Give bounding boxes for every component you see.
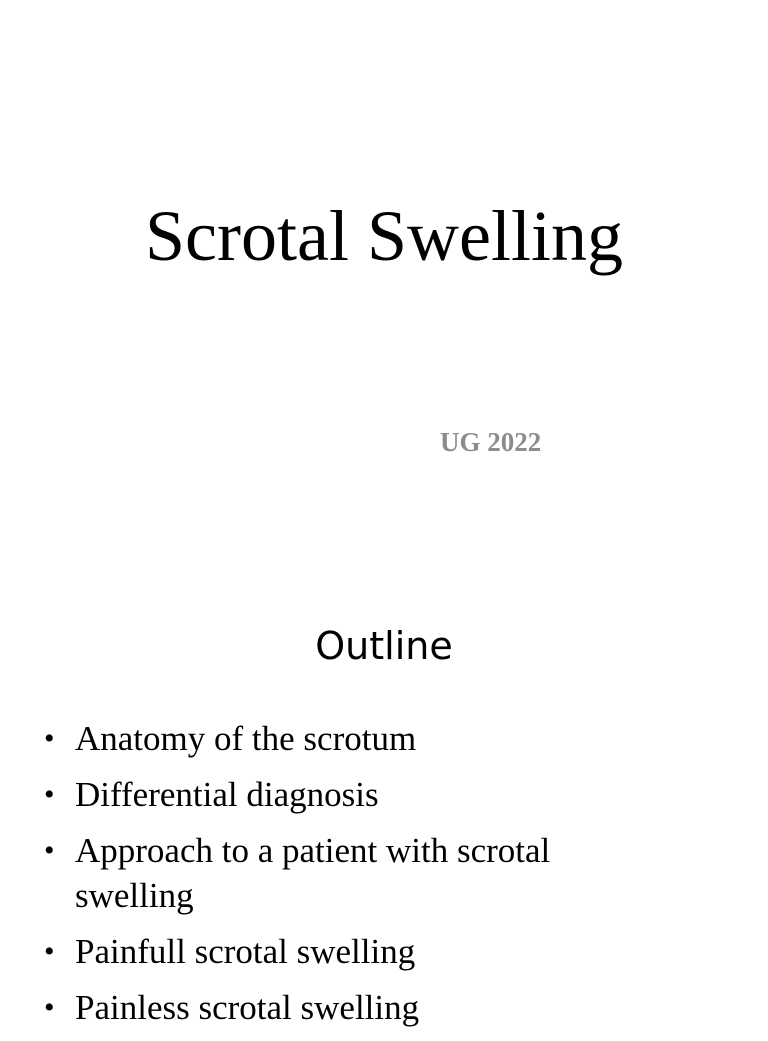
- bullet-dot-icon: •: [44, 991, 55, 1024]
- slide-subtitle: UG 2022: [440, 427, 542, 457]
- bullet-item: [44, 716, 644, 761]
- bullet-text: Painless scrotal swelling: [75, 988, 420, 1027]
- outline-title: Outline: [315, 624, 453, 668]
- bullet-item: [44, 985, 644, 1030]
- bullet-item: [44, 929, 644, 974]
- outline-bullet-list: [44, 716, 644, 1041]
- bullet-text: Differential diagnosis: [75, 775, 379, 814]
- bullet-dot-icon: •: [44, 834, 55, 867]
- bullet-dot-icon: •: [44, 778, 55, 811]
- bullet-dot-icon: •: [44, 935, 55, 968]
- bullet-text: Painfull scrotal swelling: [75, 932, 416, 971]
- bullet-item: [44, 772, 644, 817]
- bullet-item: [44, 828, 644, 918]
- slide-title: Scrotal Swelling: [145, 196, 623, 276]
- bullet-text: Anatomy of the scrotum: [75, 719, 417, 758]
- bullet-dot-icon: •: [44, 722, 55, 755]
- outline-slide: [0, 576, 768, 1027]
- bullet-text: Approach to a patient with scrotal swelling: [75, 831, 551, 915]
